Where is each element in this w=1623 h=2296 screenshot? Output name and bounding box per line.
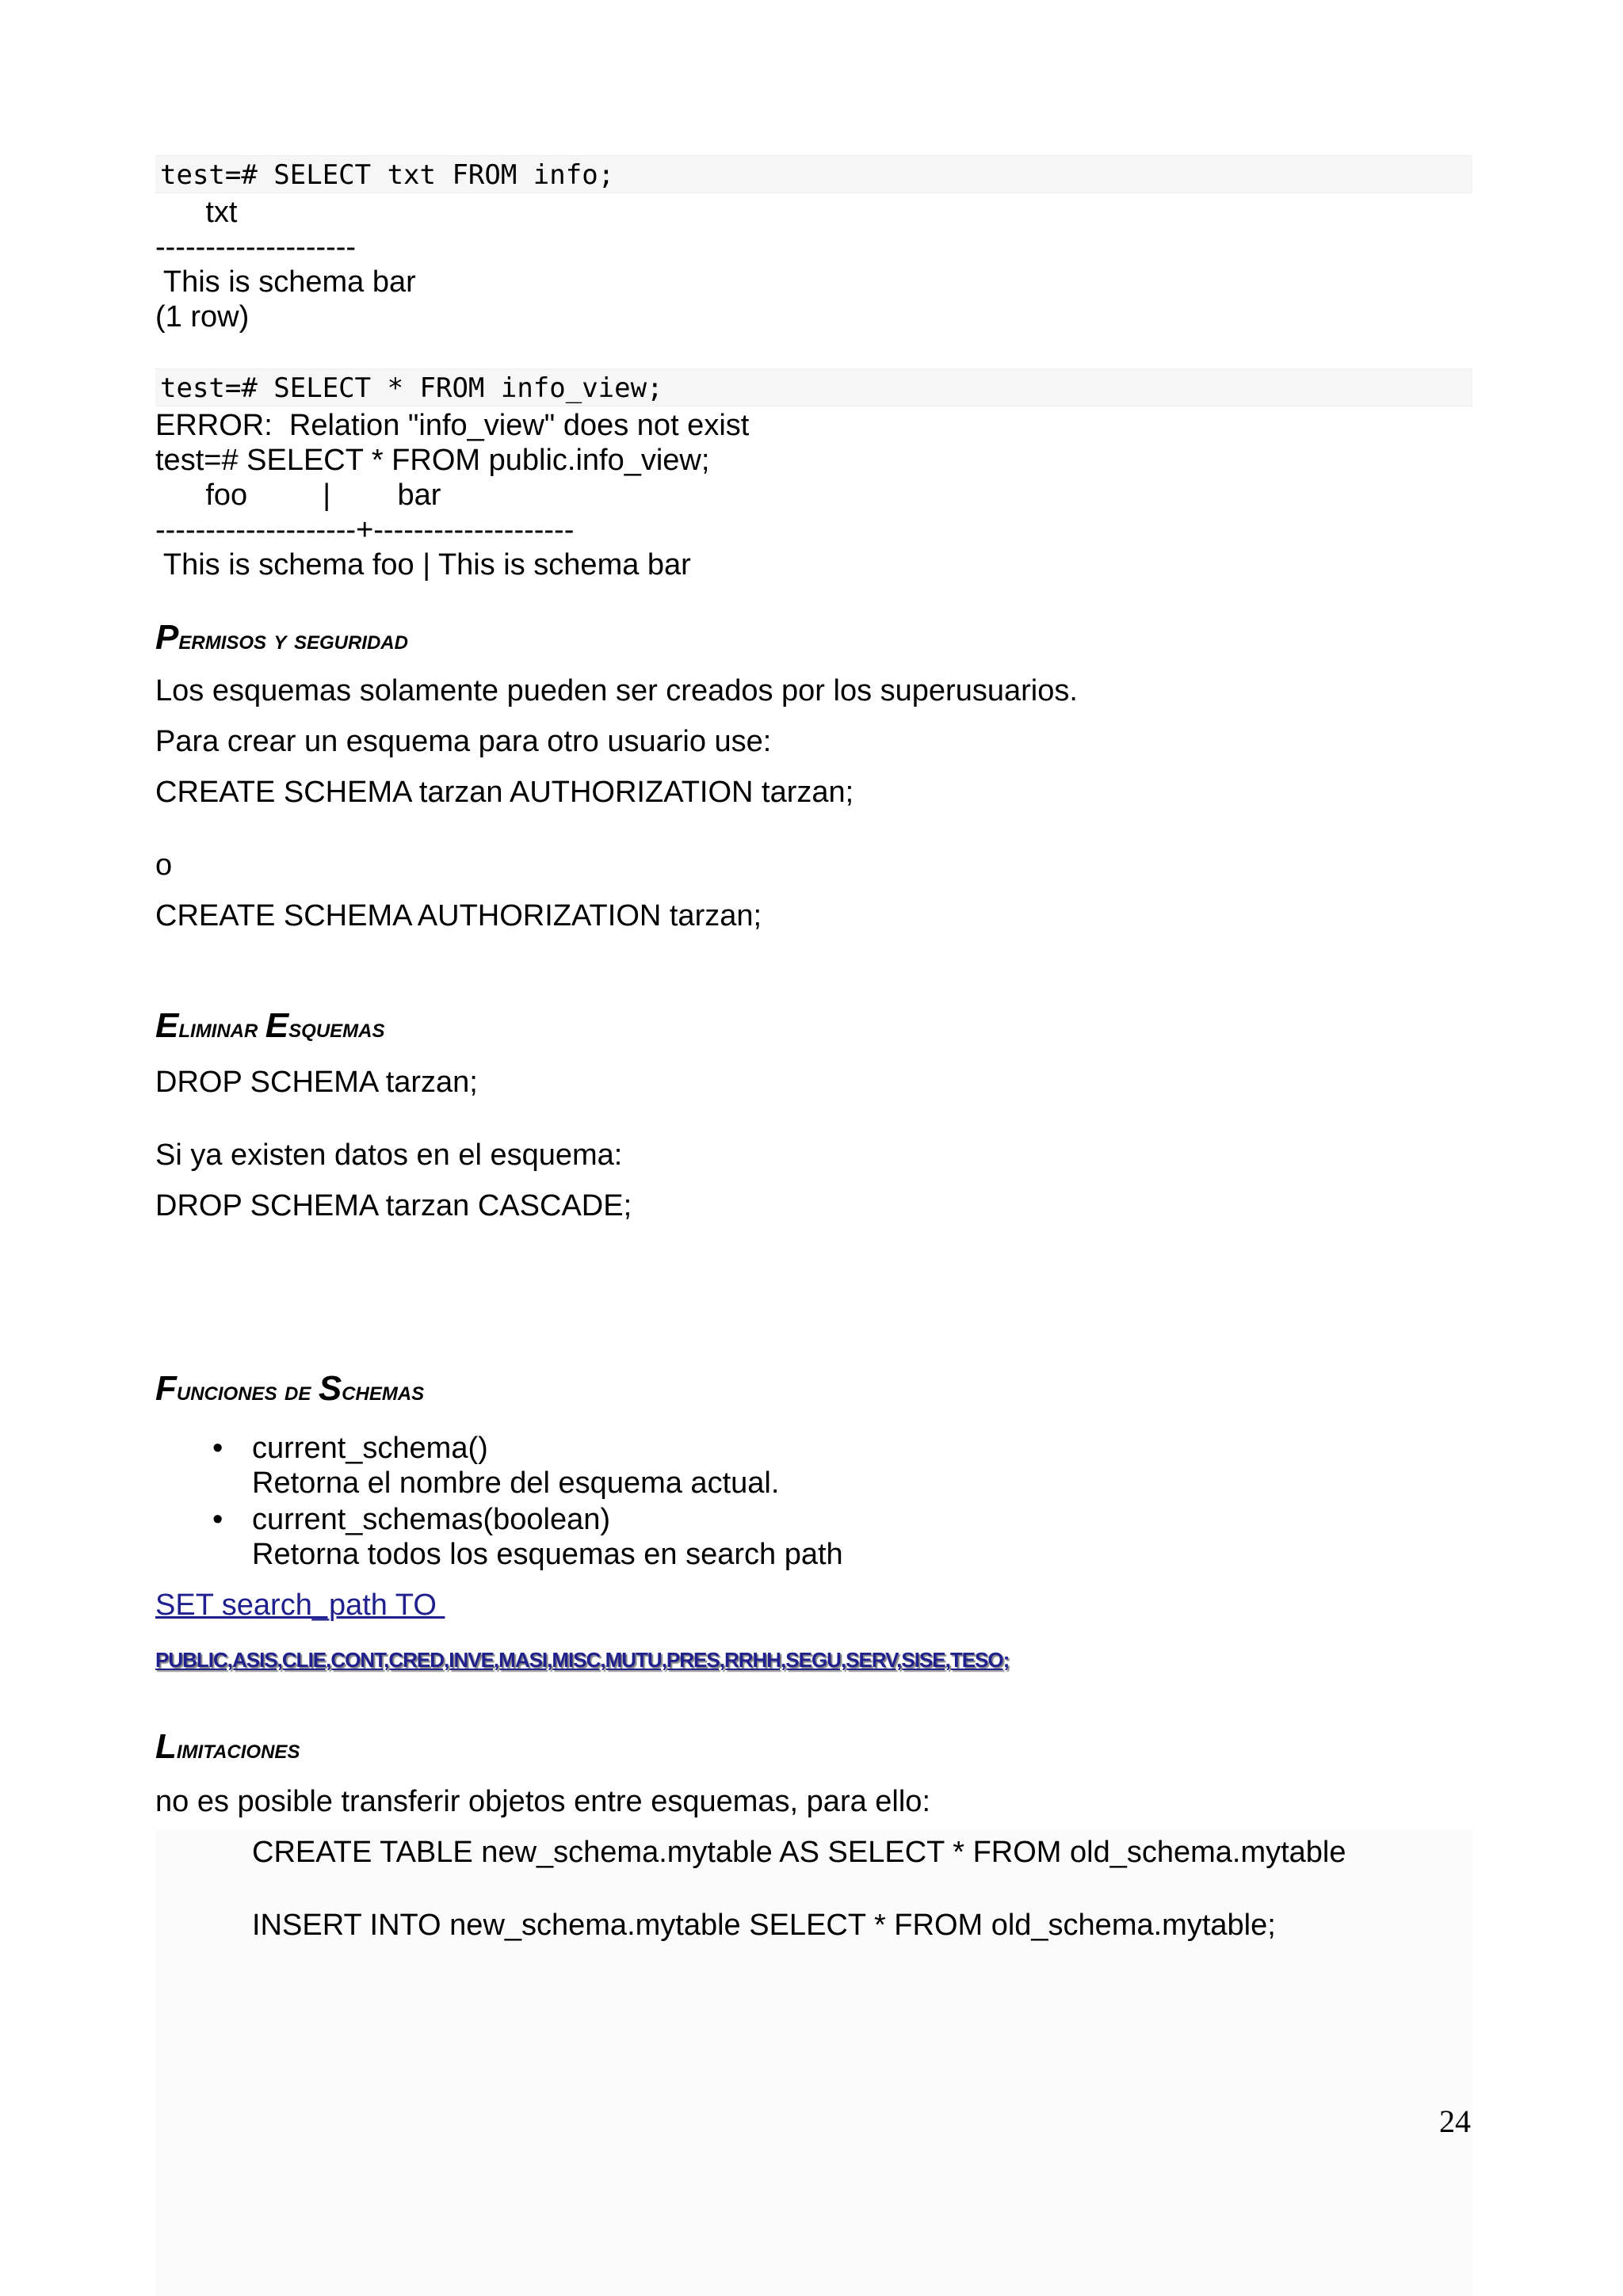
result-column-header: foo | bar <box>155 479 441 512</box>
sql-command-line: test=# SELECT * FROM info_view; <box>155 368 1472 406</box>
error-message: ERROR: Relation "info_view" does not exist <box>155 409 750 442</box>
code-line: CREATE SCHEMA AUTHORIZATION tarzan; <box>155 899 762 933</box>
result-row: This is schema bar <box>155 265 416 299</box>
code-block <box>155 1830 1472 2296</box>
schema-list-link[interactable]: PUBLIC,ASIS,CLIE,CONT,CRED,INVE,MASI,MISC,MUTU,PRES,RRHH,SEGU,SERV,SISE,TESO; <box>155 1648 1010 1672</box>
paragraph: Los esquemas solamente pueden ser creados por los superusuarios. <box>155 674 1078 707</box>
section-heading-limitaciones: Limitaciones <box>155 1727 300 1766</box>
list-item-desc: Retorna el nombre del esquema actual. <box>252 1466 780 1500</box>
section-heading-eliminar: Eliminar Esquemas <box>155 1006 385 1045</box>
section-heading-permisos: Permisos y seguridad <box>155 618 408 657</box>
sql-command-text: test=# SELECT * FROM public.info_view; <box>155 444 710 477</box>
paragraph: o <box>155 849 173 882</box>
list-item-name: current_schemas(boolean) <box>252 1503 611 1536</box>
sql-command-line: test=# SELECT txt FROM info; <box>155 155 1472 193</box>
bullet-icon: • <box>212 1432 223 1465</box>
paragraph: no es posible transferir objetos entre esquemas, para ello: <box>155 1785 930 1818</box>
paragraph: Para crear un esquema para otro usuario use: <box>155 725 772 758</box>
code-line: DROP SCHEMA tarzan; <box>155 1066 478 1099</box>
bullet-icon: • <box>212 1503 223 1536</box>
result-separator: --------------------+-------------------- <box>155 513 575 547</box>
page-number: 24 <box>1439 2103 1471 2139</box>
result-row: This is schema foo | This is schema bar <box>155 548 691 582</box>
result-separator: -------------------- <box>155 231 357 264</box>
result-row-count: (1 row) <box>155 300 250 334</box>
result-column-header: txt <box>155 196 238 229</box>
code-line: CREATE TABLE new_schema.mytable AS SELECT * FROM old_schema.mytable <box>252 1836 1346 1869</box>
search-path-link[interactable]: SET search_path TO <box>155 1589 445 1622</box>
list-item-desc: Retorna todos los esquemas en search path <box>252 1538 843 1571</box>
paragraph: Si ya existen datos en el esquema: <box>155 1138 623 1172</box>
section-heading-funciones: Funciones de Schemas <box>155 1369 425 1408</box>
list-item-name: current_schema() <box>252 1432 488 1465</box>
code-line: CREATE SCHEMA tarzan AUTHORIZATION tarzan; <box>155 776 854 809</box>
code-line: INSERT INTO new_schema.mytable SELECT * FROM old_schema.mytable; <box>252 1909 1276 1942</box>
code-line: DROP SCHEMA tarzan CASCADE; <box>155 1189 632 1222</box>
